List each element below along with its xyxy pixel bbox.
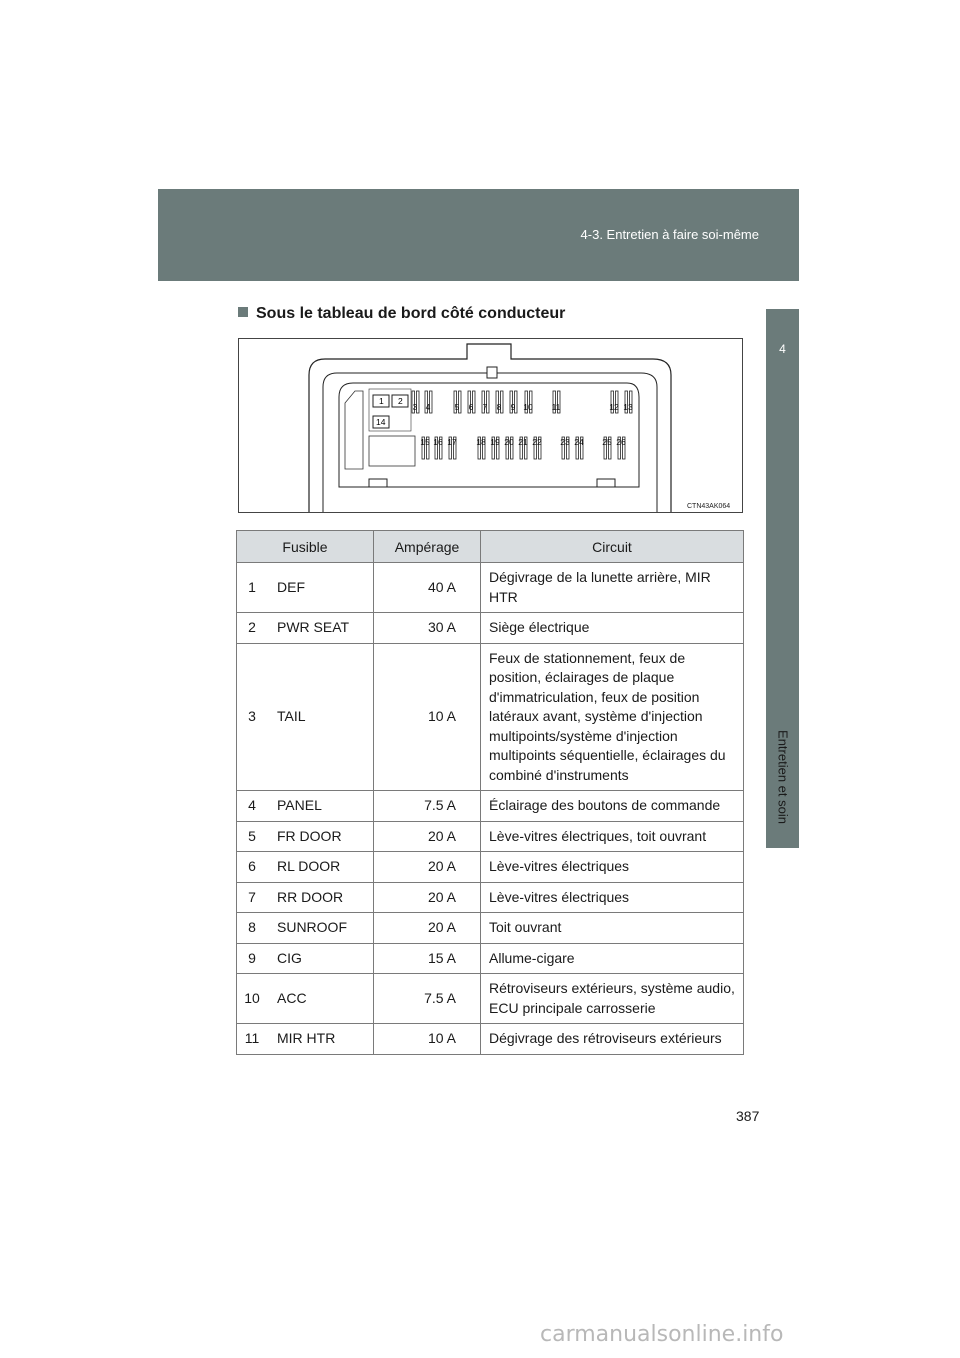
header-band <box>158 189 799 281</box>
fuse-amperage: 10 A <box>374 1024 481 1055</box>
table-row <box>237 1024 744 1055</box>
fuse-label: 26 <box>616 437 626 447</box>
fuse-box-illustration <box>239 339 742 512</box>
fuse-name: ACC <box>267 974 374 1024</box>
fuse-circuit: Allume-cigare <box>481 943 744 974</box>
fuse-label: 16 <box>433 437 443 447</box>
fuse-amperage: 40 A <box>374 563 481 613</box>
table-row <box>237 974 744 1024</box>
fuse-label: 23 <box>560 437 570 447</box>
fuse-name: SUNROOF <box>267 913 374 944</box>
section-heading <box>238 305 565 323</box>
fuse-label: 9 <box>510 402 516 412</box>
fuse-name: DEF <box>267 563 374 613</box>
fuse-name: CIG <box>267 943 374 974</box>
fuse-label: 15 <box>420 437 430 447</box>
fuse-number: 11 <box>237 1024 268 1055</box>
fuse-number: 6 <box>237 852 268 883</box>
side-tab-number: 4 <box>779 342 786 356</box>
square-bullet-icon <box>238 307 248 317</box>
fuse-label: 12 <box>609 402 619 412</box>
table-row <box>237 943 744 974</box>
table-row <box>237 852 744 883</box>
fuse-label: 21 <box>518 437 528 447</box>
table-row <box>237 613 744 644</box>
footer-watermark: carmanualsonline.info <box>540 1322 784 1347</box>
fuse-number: 10 <box>237 974 268 1024</box>
fuse-circuit: Éclairage des boutons de commande <box>481 791 744 822</box>
fuse-label: 24 <box>574 437 584 447</box>
fuse-table <box>236 530 744 1055</box>
table-row <box>237 791 744 822</box>
table-row <box>237 563 744 613</box>
fuse-name: FR DOOR <box>267 821 374 852</box>
fuse-name: PWR SEAT <box>267 613 374 644</box>
fuse-name: TAIL <box>267 643 374 791</box>
fuse-amperage: 7.5 A <box>374 791 481 822</box>
fuse-circuit: Feux de stationnement, feux de position, éclairages de plaque d'immatriculation, feux de position latéraux avant, système d'injection multipoints/système d'injection multipoints séquentielle, éclairages du combiné d'instruments <box>481 643 744 791</box>
header-amperage: Ampérage <box>374 531 481 563</box>
table-header-row <box>237 531 744 563</box>
fuse-label: 20 <box>504 437 514 447</box>
fuse-amperage: 20 A <box>374 821 481 852</box>
fuse-label: 10 <box>523 402 533 412</box>
fuse-circuit: Dégivrage des rétroviseurs extérieurs <box>481 1024 744 1055</box>
fuse-circuit: Lève-vitres électriques, toit ouvrant <box>481 821 744 852</box>
fuse-circuit: Rétroviseurs extérieurs, système audio, ECU principale carrosserie <box>481 974 744 1024</box>
fuse-number: 4 <box>237 791 268 822</box>
side-tab-label: Entretien et soin <box>775 730 791 824</box>
fuse-label: 7 <box>482 402 488 412</box>
section-title: 4-3. Entretien à faire soi-même <box>580 227 759 242</box>
fuse-amperage: 10 A <box>374 643 481 791</box>
fuse-label: 6 <box>468 402 474 412</box>
fuse-label: 19 <box>490 437 500 447</box>
fuse-amperage: 30 A <box>374 613 481 644</box>
fuse-label-1: 1 <box>379 396 384 406</box>
fuse-label: 8 <box>496 402 502 412</box>
fuse-circuit: Lève-vitres électriques <box>481 852 744 883</box>
fuse-name: RR DOOR <box>267 882 374 913</box>
fuse-number: 5 <box>237 821 268 852</box>
fuse-label-2: 2 <box>398 396 403 406</box>
fuse-label: 22 <box>532 437 542 447</box>
fuse-label: 4 <box>425 402 431 412</box>
fuse-label: 3 <box>412 402 418 412</box>
fuse-number: 2 <box>237 613 268 644</box>
fuse-label: 13 <box>623 402 633 412</box>
fuse-circuit: Siège électrique <box>481 613 744 644</box>
fuse-label: 18 <box>476 437 486 447</box>
fuse-label-14: 14 <box>376 417 386 427</box>
fuse-amperage: 20 A <box>374 852 481 883</box>
table-row <box>237 913 744 944</box>
fuse-label: 25 <box>602 437 612 447</box>
fuse-circuit: Dégivrage de la lunette arrière, MIR HTR <box>481 563 744 613</box>
fuse-label: 11 <box>551 402 561 412</box>
header-fusible: Fusible <box>237 531 374 563</box>
fuse-number: 9 <box>237 943 268 974</box>
page-number: 387 <box>736 1108 760 1124</box>
section-heading-text: Sous le tableau de bord côté conducteur <box>256 305 566 322</box>
fuse-label: 17 <box>447 437 457 447</box>
fuse-name: PANEL <box>267 791 374 822</box>
fuse-number: 1 <box>237 563 268 613</box>
fuse-number: 8 <box>237 913 268 944</box>
fuse-amperage: 15 A <box>374 943 481 974</box>
fuse-name: MIR HTR <box>267 1024 374 1055</box>
table-row <box>237 882 744 913</box>
fuse-box-diagram <box>238 338 743 513</box>
fuse-label: 5 <box>454 402 460 412</box>
table-row <box>237 643 744 791</box>
fuse-amperage: 7.5 A <box>374 974 481 1024</box>
fuse-amperage: 20 A <box>374 882 481 913</box>
fuse-circuit: Lève-vitres électriques <box>481 882 744 913</box>
fuse-name: RL DOOR <box>267 852 374 883</box>
fuse-number: 7 <box>237 882 268 913</box>
table-row <box>237 821 744 852</box>
fuse-amperage: 20 A <box>374 913 481 944</box>
fuse-circuit: Toit ouvrant <box>481 913 744 944</box>
diagram-code: CTN43AK064 <box>687 503 731 510</box>
fuse-number: 3 <box>237 643 268 791</box>
header-circuit: Circuit <box>481 531 744 563</box>
